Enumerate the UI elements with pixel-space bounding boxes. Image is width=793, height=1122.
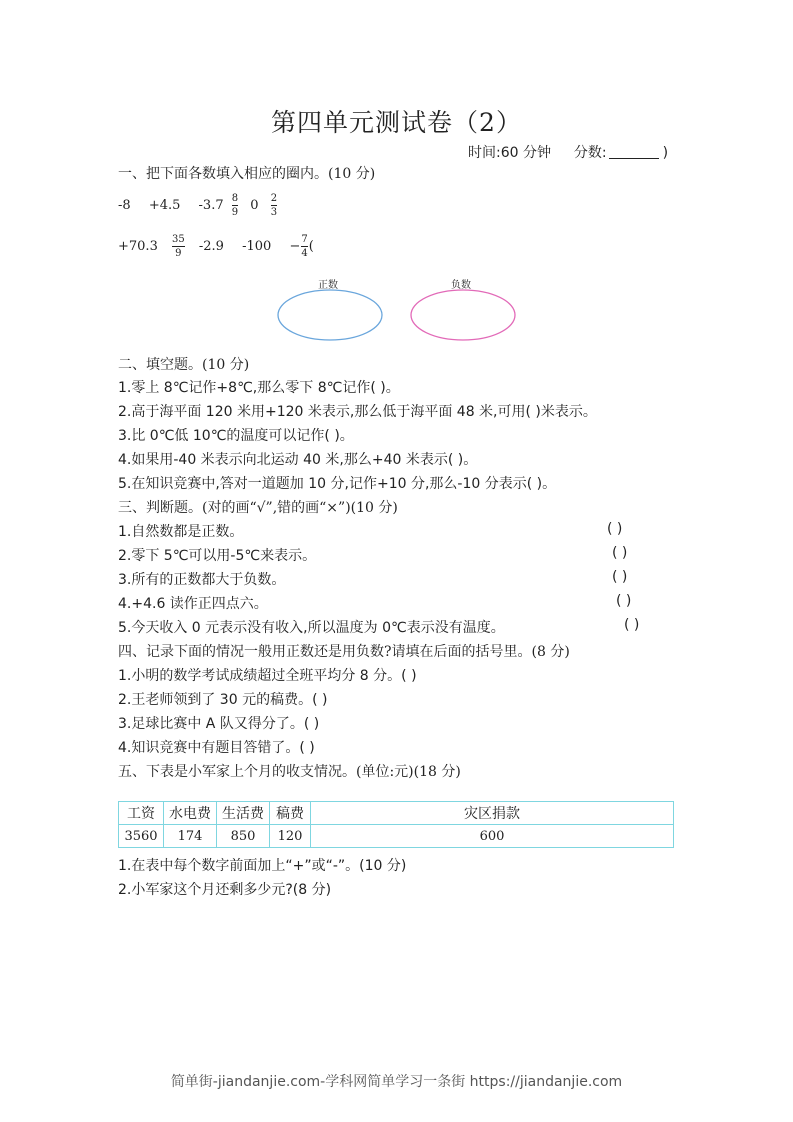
time-label: 时间:60 分钟 (468, 145, 551, 161)
table-question: 2.小军家这个月还剩多少元?(8 分) (118, 882, 332, 898)
answer-paren[interactable]: ( ) (612, 545, 628, 561)
fill-question: 1.零上 8℃记作+8℃,那么零下 8℃记作( )。 (118, 380, 400, 396)
fill-question: 4.如果用-40 米表示向北运动 40 米,那么+40 米表示( )。 (118, 452, 478, 468)
number-item: -2.9 (198, 239, 224, 254)
record-question: 4.知识竞赛中有题目答错了。( ) (118, 740, 315, 756)
number-item: -8 (118, 198, 131, 213)
positive-circle-label: 正数 (318, 280, 338, 291)
record-question: 2.王老师领到了 30 元的稿费。( ) (118, 692, 328, 708)
negative-circle[interactable] (411, 290, 515, 340)
page-title: 第四单元测试卷（2） (271, 108, 522, 137)
table-cell[interactable]: 174 (164, 825, 217, 848)
fraction: $\frac{8}{9}$ (231, 193, 239, 218)
score-label: 分数: (573, 145, 607, 161)
table-header-cell: 水电费 (164, 802, 217, 825)
number-item: ( (308, 239, 314, 254)
number-row-2 (118, 234, 314, 259)
table-header-cell: 稿费 (270, 802, 311, 825)
judge-question: 3.所有的正数都大于负数。 (118, 572, 286, 588)
table-cell[interactable]: 600 (311, 825, 674, 848)
judge-question: 5.今天收入 0 元表示没有收入,所以温度为 0℃表示没有温度。 (118, 620, 505, 636)
exam-meta (468, 142, 668, 162)
table-row (119, 825, 674, 848)
number-item: +4.5 (148, 198, 181, 213)
section-2-heading: 二、填空题。(10 分) (118, 357, 250, 373)
positive-circle[interactable] (278, 290, 382, 340)
negative-circle-label: 负数 (451, 280, 471, 291)
answer-paren[interactable]: ( ) (612, 569, 628, 585)
section-4-heading: 四、记录下面的情况一般用正数还是用负数?请填在后面的括号里。(8 分) (118, 644, 570, 660)
table-cell[interactable]: 3560 (119, 825, 164, 848)
fraction: $\frac{7}{4}$ (301, 234, 308, 259)
fill-question: 2.高于海平面 120 米用+120 米表示,那么低于海平面 48 米,可用( )米表示。 (118, 404, 597, 420)
table-cell[interactable]: 120 (270, 825, 311, 848)
number-row-1 (118, 193, 281, 218)
fraction: $\frac{35}{9}$ (171, 234, 185, 259)
table-header-cell: 灾区捐款 (311, 802, 674, 825)
footer-watermark: 简单街-jiandanjie.com-学科网简单学习一条街 https://jiandanjie.com (170, 1074, 623, 1090)
judge-question: 1.自然数都是正数。 (118, 524, 244, 540)
table-cell[interactable]: 850 (217, 825, 270, 848)
answer-paren[interactable]: ( ) (624, 617, 640, 633)
table-header-cell: 生活费 (217, 802, 270, 825)
income-expense-table (118, 801, 674, 848)
section-5-heading: 五、下表是小军家上个月的收支情况。(单位:元)(18 分) (118, 764, 461, 780)
fill-question: 5.在知识竞赛中,答对一道题加 10 分,记作+10 分,那么-10 分表示( )。 (118, 476, 557, 492)
number-item: -100 (242, 239, 272, 254)
number-item: 0 (250, 198, 259, 213)
number-item: -3.7 (198, 198, 224, 213)
judge-question: 4.+4.6 读作正四点六。 (118, 596, 268, 612)
answer-paren[interactable]: ( ) (616, 593, 632, 609)
number-item: +70.3 (118, 239, 158, 254)
minus-sign: − (289, 239, 301, 254)
section-3-heading: 三、判断题。(对的画“√”,错的画“×”)(10 分) (118, 500, 398, 516)
record-question: 1.小明的数学考试成绩超过全班平均分 8 分。( ) (118, 668, 417, 684)
record-question: 3.足球比赛中 A 队又得分了。( ) (118, 716, 320, 732)
sorting-circles (270, 284, 530, 346)
fraction: $\frac{2}{3}$ (270, 193, 278, 218)
fill-question: 3.比 0℃低 10℃的温度可以记作( )。 (118, 428, 354, 444)
table-header-cell: 工资 (119, 802, 164, 825)
section-1-heading: 一、把下面各数填入相应的圈内。(10 分) (118, 166, 376, 182)
judge-question: 2.零下 5℃可以用-5℃来表示。 (118, 548, 317, 564)
score-blank[interactable] (609, 146, 659, 159)
answer-paren[interactable]: ( ) (607, 521, 623, 537)
table-question: 1.在表中每个数字前面加上“+”或“-”。(10 分) (118, 858, 407, 874)
table-header-row (119, 802, 674, 825)
meta-close: ) (662, 145, 669, 161)
